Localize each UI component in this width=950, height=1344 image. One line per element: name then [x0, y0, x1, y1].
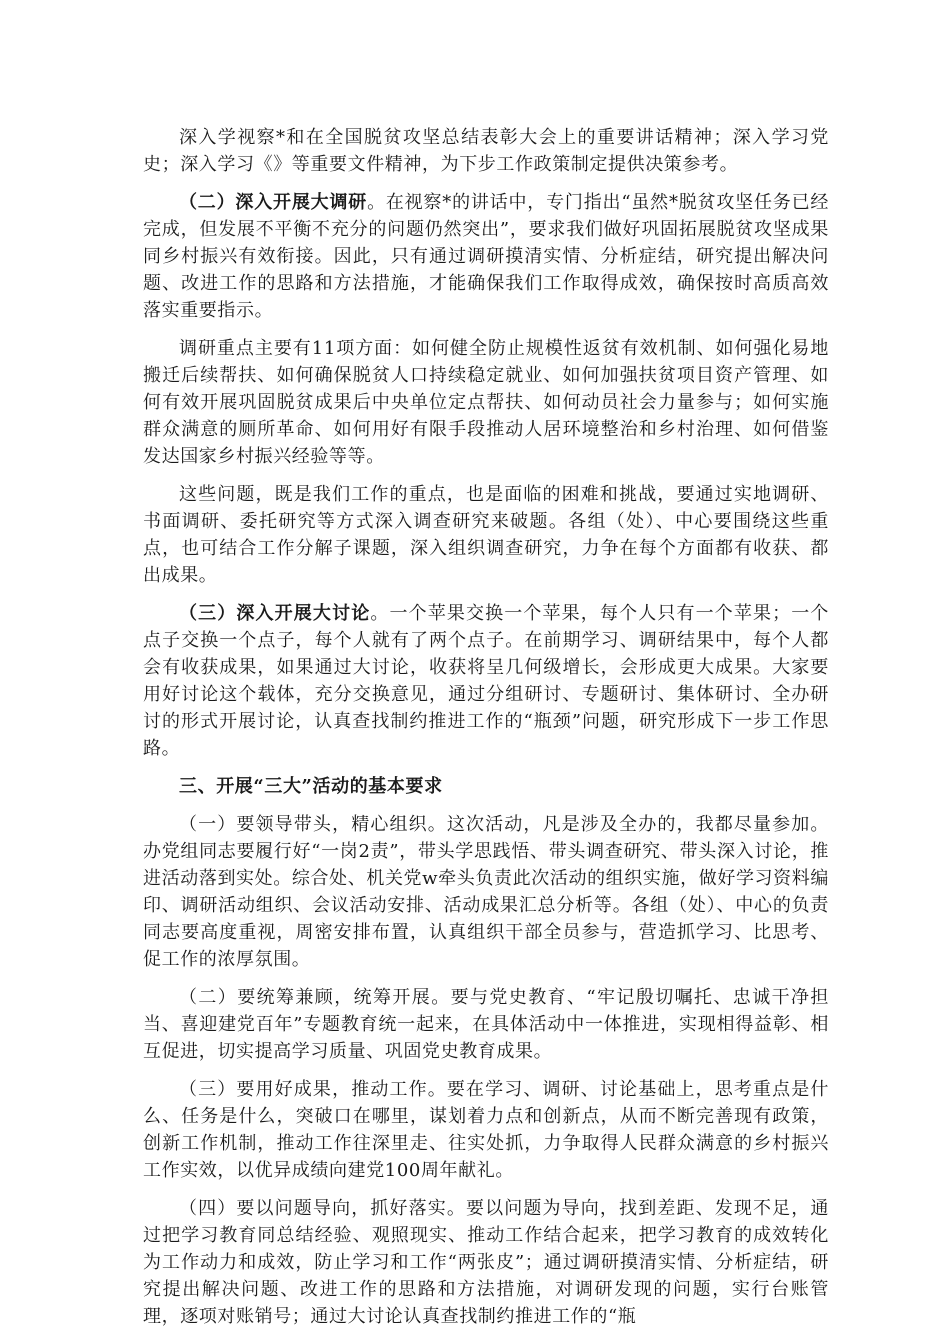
paragraph-5 [143, 600, 829, 762]
paragraph-1: 深入学视察*和在全国脱贫攻坚总结表彰大会上的重要讲话精神；深入学习党史；深入学习《》等重要文件精神，为下步工作政策制定提供决策参考。 [143, 127, 829, 175]
paragraph-5-text: 。一个苹果交换一个苹果，每个人只有一个苹果；一个点子交换一个点子，每个人就有了两个点子。在前期学习、调研结果中，每个人都会有收获成果，如果通过大讨论，收获将呈几何级增长，会形成更大成果。大家要用好讨论这个载体，充分交换意见，通过分组研讨、专题研讨、集体研讨、全办研讨的形式开展讨论，认真查找制约推进工作的“瓶颈”问题，研究形成下一步工作思路。 [143, 603, 830, 759]
paragraph-5-lead: （三）深入开展大讨论 [179, 603, 371, 624]
paragraph-6: （一）要领导带头，精心组织。这次活动，凡是涉及全办的，我都尽量参加。办党组同志要履行好“一岗2责”，带头学思践悟、带头调查研究、带头深入讨论，推进活动落到实处。综合处、机关党w牵头负责此次活动的组织实施，做好学习资料编印、调研活动组织、会议活动安排、活动成果汇总分析等。各组（处）、中心的负责同志要高度重视，周密安排布置，认真组织干部全员参与，营造抓学习、比思考、促工作的浓厚氛围。 [143, 814, 829, 970]
paragraph-4: 这些问题，既是我们工作的重点，也是面临的困难和挑战，要通过实地调研、书面调研、委托研究等方式深入调查研究来破题。各组（处）、中心要围绕这些重点，也可结合工作分解子课题，深入组织调查研究，力争在每个方面都有收获、都出成果。 [143, 484, 829, 586]
paragraph-9: （四）要以问题导向，抓好落实。要以问题为导向，找到差距、发现不足，通过把学习教育同总结经验、观照现实、推动工作结合起来，把学习教育的成效转化为工作动力和成效，防止学习和工作“两张皮”；通过调研摸清实情、分析症结，研究提出解决问题、改进工作的思路和方法措施，对调研发现的问题，实行台账管理，逐项对账销号；通过大讨论认真查找制约推进工作的“瓶 [143, 1198, 829, 1327]
paragraph-2-text: 。在视察*的讲话中，专门指出“虽然*脱贫攻坚任务已经完成，但发展不平衡不充分的问题仍然突出”，要求我们做好巩固拓展脱贫攻坚成果同乡村振兴有效衔接。因此，只有通过调研摸清实情、分析症结，研究提出解决问题、改进工作的思路和方法措施，才能确保我们工作取得成效，确保按时高质高效落实重要指示。 [143, 192, 829, 321]
paragraph-7: （二）要统筹兼顾，统筹开展。要与党史教育、“牢记殷切嘱托、忠诚干净担当、喜迎建党百年”专题教育统一起来，在具体活动中一体推进，实现相得益彰、相互促进，切实提高学习质量、巩固党史教育成果。 [143, 987, 829, 1062]
section-heading-3: 三、开展“三大”活动的基本要求 [179, 776, 443, 797]
document-body [143, 124, 829, 1341]
paragraph-8: （三）要用好成果，推动工作。要在学习、调研、讨论基础上，思考重点是什么、任务是什么，突破口在哪里，谋划着力点和创新点，从而不断完善现有政策，创新工作机制，推动工作往深里走、往实处抓，力争取得人民群众满意的乡村振兴工作实效，以优异成绩向建党100周年献礼。 [143, 1079, 829, 1181]
paragraph-2-lead: （二）深入开展大调研 [179, 192, 368, 213]
paragraph-2 [143, 189, 829, 324]
paragraph-3: 调研重点主要有11项方面：如何健全防止规模性返贫有效机制、如何强化易地搬迁后续帮扶、如何确保脱贫人口持续稳定就业、如何加强扶贫项目资产管理、如何有效开展巩固脱贫成果后中央单位定点帮扶、如何动员社会力量参与；如何实施群众满意的厕所革命、如何用好有限手段推动人居环境整治和乡村治理、如何借鉴发达国家乡村振兴经验等等。 [143, 338, 829, 467]
